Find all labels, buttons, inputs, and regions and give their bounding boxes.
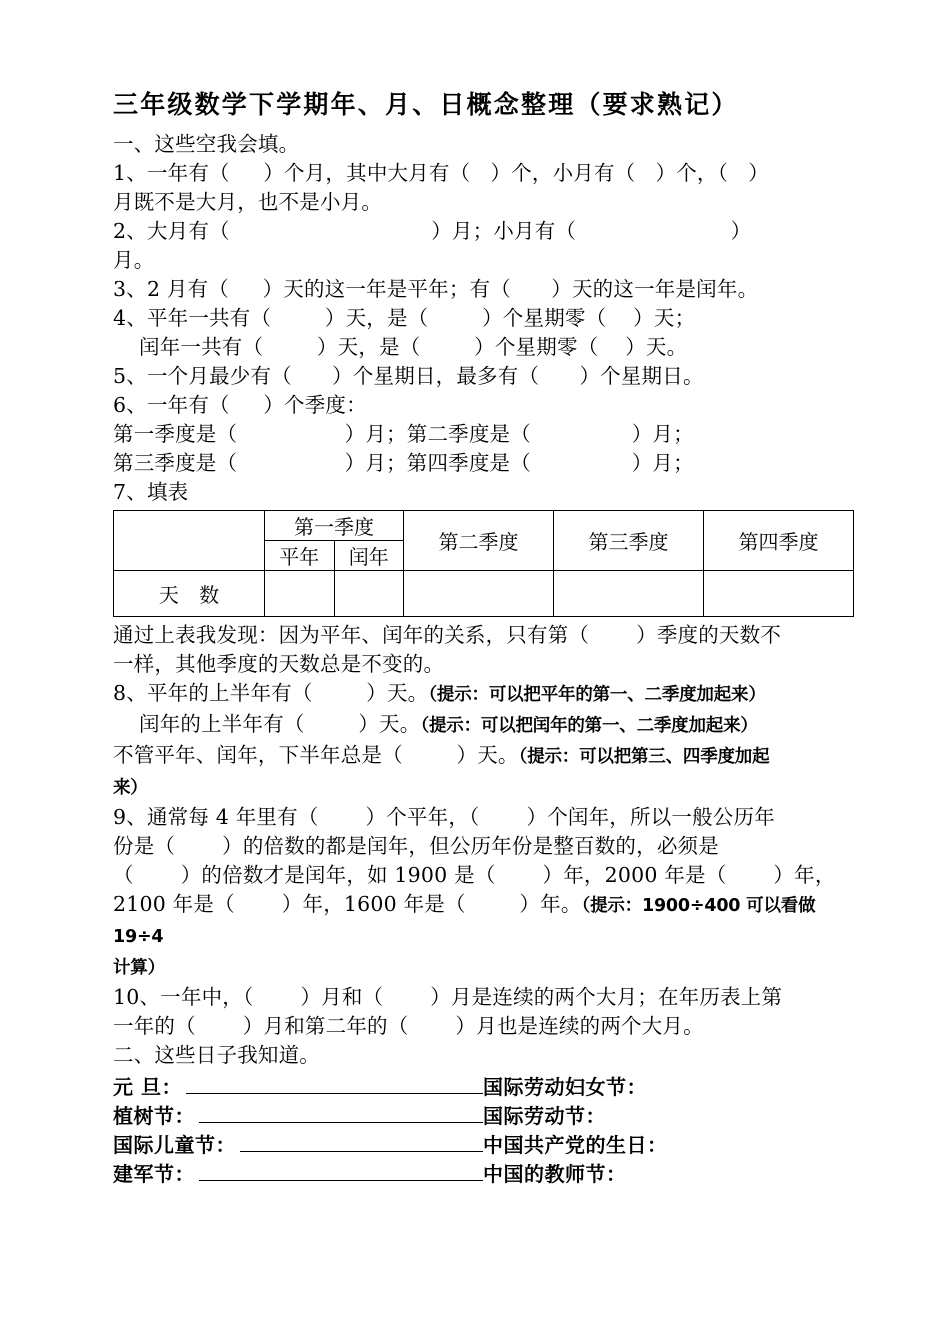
- table-header-quarter-1: 第一季度: [265, 511, 404, 541]
- question-8-line-2-hint: （提示：可以把闰年的第一、二季度加起来）: [420, 716, 758, 736]
- question-9-line-5: [113, 952, 855, 983]
- table-header-quarter-4: 第四季度: [704, 511, 854, 571]
- question-6-lead: 6、一年有（ ）个季度：: [113, 393, 367, 417]
- table-subheader-leap-year: 闰年: [334, 541, 404, 571]
- holiday-left-entry: [113, 1158, 483, 1187]
- section-one-heading: 一、这些空我会填。: [113, 132, 300, 156]
- question-9-line-4: [113, 890, 855, 952]
- holiday-list: [113, 1071, 855, 1187]
- question-10-line-2: 一年的（ ）月和第二年的（ ）月也是连续的两个大月。: [113, 1014, 704, 1038]
- question-4-line-2: 闰年一共有（ ）天，是（ ）个星期零（ ）天。: [139, 335, 688, 359]
- question-8-line-4: [113, 772, 855, 803]
- holiday-label-labour-day: 国际劳动节：: [483, 1104, 606, 1128]
- question-3: 3、2 月有（ ）天的这一年是平年；有（ ）天的这一年是闰年。: [113, 277, 759, 301]
- holiday-right-entry: [483, 1100, 855, 1129]
- question-8-line-1-hint: （提示：可以把平年的第一、二季度加起来）: [428, 685, 766, 705]
- table-cell-q1-common[interactable]: [265, 571, 335, 617]
- question-9-line-5-hint: 计算）: [113, 958, 165, 978]
- question-8-line-3: [113, 741, 855, 772]
- after-table-line-2: 一样，其他季度的天数总是不变的。: [113, 652, 445, 676]
- question-9-line-1: 9、通常每 4 年里有（ ）个平年，（ ）个闰年，所以一般公历年: [113, 805, 775, 829]
- holiday-left-entry: [113, 1100, 483, 1129]
- table-corner-cell: [114, 511, 265, 571]
- after-table-line-1: 通过上表我发现：因为平年、闰年的关系，只有第（ ）季度的天数不: [113, 623, 782, 647]
- table-cell-q1-leap[interactable]: [334, 571, 404, 617]
- holiday-answer-blank-new-year[interactable]: [186, 1074, 483, 1094]
- holiday-row: [113, 1071, 855, 1100]
- question-9-line-3: （ ）的倍数才是闰年，如 1900 是（ ）年，2000 年是（ ）年，: [113, 863, 836, 887]
- holiday-answer-blank-army-day[interactable]: [199, 1161, 483, 1181]
- question-8-line-3-hint: （提示：可以把第三、四季度加起: [518, 747, 770, 767]
- question-8-line-3-text: 不管平年、闰年，下半年总是（ ）天。: [113, 743, 519, 767]
- question-8-line-4-hint: 来）: [113, 778, 148, 798]
- question-1-line-2: 月既不是大月，也不是小月。: [113, 190, 383, 214]
- question-6-line-1: 第一季度是（ ）月；第二季度是（ ）月；: [113, 422, 694, 446]
- quarters-table: [113, 510, 854, 617]
- question-8-line-2: [113, 710, 855, 741]
- question-2-line-2: 月。: [113, 248, 155, 272]
- table-subheader-common-year: 平年: [265, 541, 335, 571]
- holiday-row: [113, 1100, 855, 1129]
- table-row: [114, 571, 854, 617]
- table-header-row-1: [114, 511, 854, 541]
- holiday-answer-blank-childrens-day[interactable]: [240, 1132, 483, 1152]
- holiday-label-womens-day: 国际劳动妇女节：: [483, 1075, 647, 1099]
- table-cell-q3[interactable]: [554, 571, 704, 617]
- question-4-line-1: 4、平年一共有（ ）天，是（ ）个星期零（ ）天；: [113, 306, 696, 330]
- question-8-line-1-text: 8、平年的上半年有（ ）天。: [113, 681, 429, 705]
- holiday-left-entry: [113, 1071, 483, 1100]
- holiday-row: [113, 1129, 855, 1158]
- table-row-label-days: 天 数: [114, 571, 265, 617]
- holiday-label-childrens-day: 国际儿童节：: [113, 1133, 236, 1157]
- holiday-row: [113, 1158, 855, 1187]
- holiday-label-teachers-day: 中国的教师节：: [483, 1162, 627, 1186]
- question-8-line-2-text: 闰年的上半年有（ ）天。: [139, 712, 421, 736]
- question-9-line-4-hint: （提示：1900÷400 可以看做 19÷4: [113, 896, 822, 947]
- holiday-right-entry: [483, 1129, 855, 1158]
- table-cell-q2[interactable]: [404, 571, 554, 617]
- question-2-line-1: 2、大月有（ ）月；小月有（ ）: [113, 219, 752, 243]
- question-6-line-2: 第三季度是（ ）月；第四季度是（ ）月；: [113, 451, 694, 475]
- question-7-lead: 7、填表: [113, 480, 189, 504]
- holiday-right-entry: [483, 1158, 855, 1187]
- holiday-label-party-founding: 中国共产党的生日：: [483, 1133, 668, 1157]
- question-9-line-2: 份是（ ）的倍数的都是闰年，但公历年份是整百数的，必须是: [113, 834, 719, 858]
- table-cell-q4[interactable]: [704, 571, 854, 617]
- table-header-quarter-3: 第三季度: [554, 511, 704, 571]
- question-10-line-1: 10、一年中，（ ）月和（ ）月是连续的两个大月；在年历表上第: [113, 985, 783, 1009]
- holiday-right-entry: [483, 1071, 855, 1100]
- page-title: 三年级数学下学期年、月、日概念整理（要求熟记）: [113, 90, 739, 119]
- question-8-line-1: [113, 679, 855, 710]
- holiday-answer-blank-arbor-day[interactable]: [199, 1103, 483, 1123]
- holiday-label-arbor-day: 植树节：: [113, 1104, 195, 1128]
- question-9-line-4-text: 2100 年是（ ）年，1600 年是（ ）年。: [113, 892, 582, 916]
- table-header-quarter-2: 第二季度: [404, 511, 554, 571]
- holiday-label-new-year: 元 旦：: [113, 1075, 182, 1099]
- question-1-line-1: 1、一年有（ ）个月，其中大月有（ ）个，小月有（ ）个，（ ）: [113, 161, 769, 185]
- holiday-left-entry: [113, 1129, 483, 1158]
- section-two-heading: 二、这些日子我知道。: [113, 1043, 320, 1067]
- holiday-label-army-day: 建军节：: [113, 1162, 195, 1186]
- question-5: 5、一个月最少有（ ）个星期日，最多有（ ）个星期日。: [113, 364, 704, 388]
